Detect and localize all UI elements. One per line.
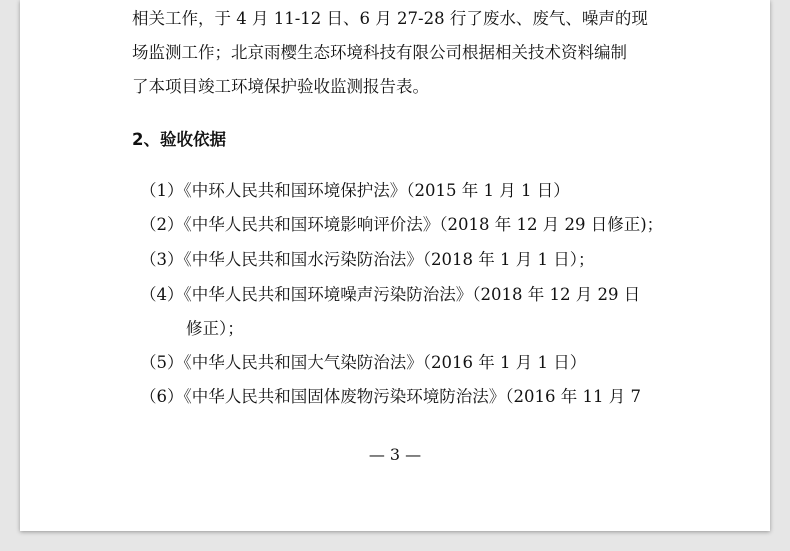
basis-item-4: （4）《中华人民共和国环境噪声污染防治法》（2018 年 12 月 29 日 [140,285,641,304]
basis-item-4-continuation: 修正）； [186,319,244,338]
basis-item-6: （6）《中华人民共和国固体废物污染环境防治法》（2016 年 11 月 7 [140,387,641,406]
basis-item-2: （2）《中华人民共和国环境影响评价法》（2018 年 12 月 29 日修正)； [140,215,664,234]
paragraph-line-3: 了本项目竣工环境保护验收监测报告表。 [132,77,429,96]
page-number: — 3 — [368,445,422,464]
paragraph-line-2: 场监测工作；北京雨樱生态环境科技有限公司根据相关技术资料编制 [132,43,627,62]
basis-item-3: （3）《中华人民共和国水污染防治法》（2018 年 1 月 1 日）； [140,250,595,269]
section-heading: 2、验收依据 [132,130,226,149]
paragraph-line-1: 相关工作，于 4 月 11-12 日、6 月 27-28 行了废水、废气、噪声的现 [132,9,648,28]
basis-item-1: （1）《中环人民共和国环境保护法》（2015 年 1 月 1 日） [140,181,570,200]
basis-item-5: （5）《中华人民共和国大气染防治法》（2016 年 1 月 1 日） [140,353,587,372]
